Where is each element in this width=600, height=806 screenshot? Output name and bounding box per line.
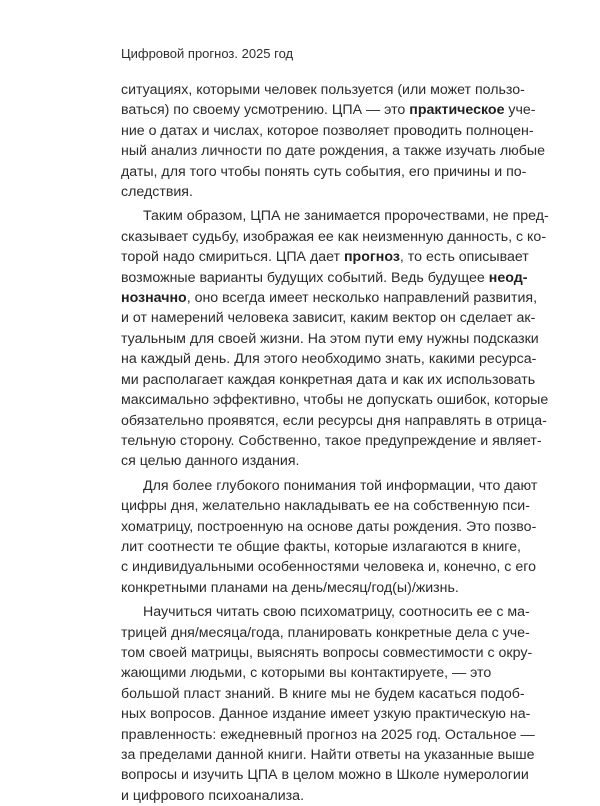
text-run: на каждый день. Для этого необходимо знать, какими ресурса- xyxy=(121,351,537,368)
emphasized-term: прогноз xyxy=(343,249,400,266)
text-line xyxy=(121,288,538,308)
text-run: хоматрицу, построенную на основе даты рождения. Это позво- xyxy=(121,518,537,535)
text-line xyxy=(121,557,536,577)
text-run: ваться) по своему усмотрению. ЦПА — это xyxy=(121,102,410,119)
paragraph xyxy=(121,206,549,471)
body-text xyxy=(121,80,549,806)
text-run: с индивидуальными особенностями человека и, конечно, с его xyxy=(121,559,536,576)
text-line xyxy=(121,100,536,120)
text-run: ных вопросов. Данное издание имеет узкую практическую на- xyxy=(121,706,531,723)
text-line xyxy=(121,786,489,806)
text-run: и цифрового психоанализа. xyxy=(121,787,305,804)
text-line xyxy=(121,308,536,328)
text-line xyxy=(121,496,530,516)
text-line xyxy=(121,370,536,390)
text-line xyxy=(121,476,538,496)
text-run: , оно всегда имеет несколько направлений развития, xyxy=(186,290,538,307)
emphasized-term: практическое xyxy=(409,102,505,119)
text-run: конкретными планами на день/месяц/год(ы)/жизнь. xyxy=(121,579,459,596)
text-run: том своей матрицы, выяснять вопросы совместимости с окру- xyxy=(121,644,533,661)
text-run: цифры дня, желательно накладывать ее на собственную пси- xyxy=(121,498,530,515)
text-line xyxy=(121,329,539,349)
running-head: Цифровой прогноз. 2025 год xyxy=(121,46,294,61)
text-run: трицей дня/месяца/года, планировать конкретные дела с уче- xyxy=(121,624,530,641)
text-run: большой пласт знаний. В книге мы не будем касаться подоб- xyxy=(121,685,525,702)
text-line xyxy=(121,704,531,724)
text-line xyxy=(121,349,537,369)
text-run: туальным для своей жизни. На этом пути ему нужны подсказки xyxy=(121,330,539,347)
text-line xyxy=(121,602,530,622)
text-line xyxy=(121,765,529,785)
text-run: Для более глубокого понимания той информации, что дают xyxy=(143,477,538,494)
text-run: даты, для того чтобы понять суть события, его причины и по- xyxy=(121,163,527,180)
text-run: лит соотнести те общие факты, которые излагаются в книге, xyxy=(121,538,521,555)
text-run: Научиться читать свою психоматрицу, соотносить ее с ма- xyxy=(143,604,530,621)
text-line xyxy=(121,141,545,161)
text-line xyxy=(121,725,535,745)
text-run: ми располагает каждая конкретная дата и как их использовать xyxy=(121,371,536,388)
text-run: Таким образом, ЦПА не занимается пророчествами, не пред- xyxy=(143,208,549,225)
text-run: ный анализ личности по дате рождения, а также изучать любые xyxy=(121,143,545,160)
text-run: торой надо смириться. ЦПА дает xyxy=(121,249,344,266)
text-run: максимально эффективно, чтобы не допускать ошибок, которые xyxy=(121,392,549,409)
text-line xyxy=(121,121,534,141)
text-run: ся целью данного издания. xyxy=(121,453,300,470)
text-line xyxy=(121,643,533,663)
text-run: сказывает судьбу, изображая ее как неизменную данность, с ко- xyxy=(121,228,547,245)
text-run: за пределами данной книги. Найти ответы на указанные выше xyxy=(121,747,535,763)
text-line xyxy=(121,684,525,704)
text-line xyxy=(121,182,489,202)
text-line xyxy=(121,80,525,100)
text-run: обязательно проявятся, если ресурсы дня направлять в отрица- xyxy=(121,412,547,429)
text-line xyxy=(121,431,542,451)
text-run: следствия. xyxy=(121,184,193,201)
text-line xyxy=(121,623,530,643)
text-run: возможные варианты будущих событий. Ведь будущее xyxy=(121,269,489,286)
text-line xyxy=(121,578,489,598)
text-run: и от намерений человека зависит, каким вектор он сделает ак- xyxy=(121,310,536,327)
text-line xyxy=(121,663,492,683)
text-line xyxy=(121,268,528,288)
text-run: ние о датах и числах, которое позволяет проводить полноцен- xyxy=(121,122,534,139)
paragraph xyxy=(121,476,538,598)
text-line xyxy=(121,451,489,471)
text-line xyxy=(121,411,547,431)
text-run: вопросы и изучить ЦПА в целом можно в Школе нумерологии xyxy=(121,767,529,784)
text-run: жающими людьми, с которыми вы контактируете, — это xyxy=(121,665,492,682)
paragraph xyxy=(121,80,545,202)
text-run: правленность: ежедневный прогноз на 2025 год. Остальное — xyxy=(121,726,535,743)
text-line xyxy=(121,227,547,247)
emphasized-term: нозначно xyxy=(121,290,187,307)
text-line xyxy=(121,537,521,557)
text-run: тельную сторону. Собственно, такое предупреждение и являет- xyxy=(121,432,542,449)
emphasized-term: неод- xyxy=(488,269,528,286)
text-run: , то есть описывает xyxy=(399,249,529,266)
paragraph xyxy=(121,602,535,806)
text-line xyxy=(121,517,537,537)
text-run: ситуациях, которыми человек пользуется (или может пользо- xyxy=(121,82,525,98)
text-line xyxy=(121,745,535,765)
text-line xyxy=(121,247,529,267)
text-run: уче- xyxy=(504,102,536,119)
text-line xyxy=(121,162,527,182)
text-line xyxy=(121,206,549,226)
text-line xyxy=(121,390,549,410)
